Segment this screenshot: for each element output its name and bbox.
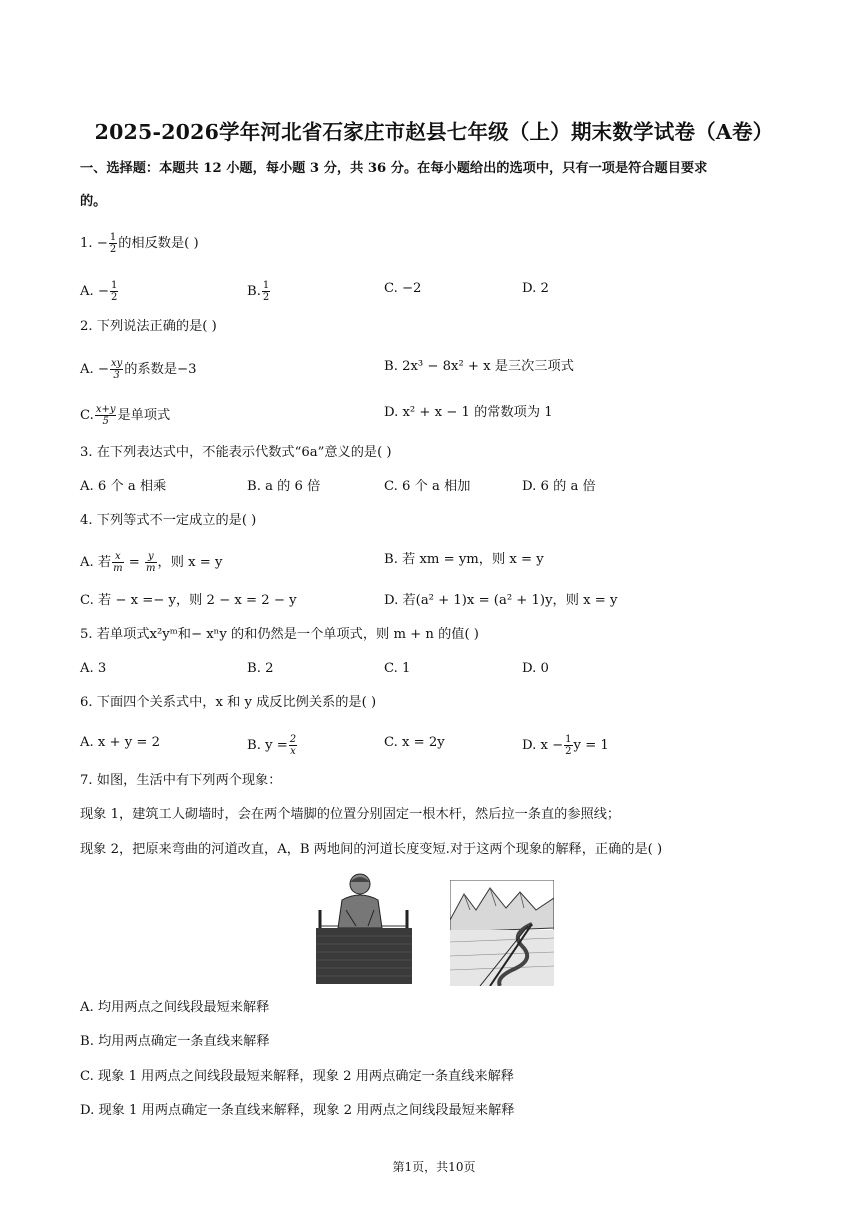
question-4-option-b: B. 若 xm = ym，则 x = y bbox=[384, 552, 544, 567]
section-heading-line1: 一、选择题：本题共 12 小题，每小题 3 分，共 36 分。在每小题给出的选项中，只有一项是符合题目要求 bbox=[80, 161, 708, 176]
question-6-option-d: D. x − $\frac{1}{2}$ y = 1 bbox=[522, 734, 609, 757]
page-title: 2025-2026学年河北省石家庄市赵县七年级（上）期末数学试卷（A卷） bbox=[94, 120, 774, 144]
question-6-option-c: C. x = 2y bbox=[384, 735, 445, 750]
question-1-option-d: D. 2 bbox=[522, 281, 549, 296]
question-7-phenomenon-1: 现象 1，建筑工人砌墙时，会在两个墙脚的位置分别固定一根木杆，然后拉一条直的参照线； bbox=[80, 807, 621, 822]
question-7-option-c: C. 现象 1 用两点之间线段最短来解释，现象 2 用两点确定一条直线来解释 bbox=[80, 1069, 514, 1084]
question-2-option-c: C. $\frac{x+y}{5}$ 是单项式 bbox=[80, 404, 171, 427]
question-5-option-a: A. 3 bbox=[80, 661, 107, 676]
bricklayer-figure bbox=[312, 870, 416, 986]
question-5-stem: 5. 若单项式x²yᵐ和− xⁿy 的和仍然是一个单项式，则 m + n 的值( ) bbox=[80, 627, 479, 642]
question-7-option-d: D. 现象 1 用两点确定一条直线来解释，现象 2 用两点之间线段最短来解释 bbox=[80, 1103, 515, 1118]
question-3-option-b: B. a 的 6 倍 bbox=[247, 479, 321, 494]
question-4-option-d: D. 若(a² + 1)x = (a² + 1)y，则 x = y bbox=[384, 593, 618, 608]
question-3-option-d: D. 6 的 a 倍 bbox=[522, 479, 596, 494]
question-5-option-d: D. 0 bbox=[522, 661, 549, 676]
question-5-option-c: C. 1 bbox=[384, 661, 411, 676]
question-3-option-a: A. 6 个 a 相乘 bbox=[80, 479, 167, 494]
question-2-option-a: A. − $\frac{xy}{3}$ 的系数是−3 bbox=[80, 358, 197, 381]
question-6-stem: 6. 下面四个关系式中，x 和 y 成反比例关系的是( ) bbox=[80, 695, 377, 710]
page-footer: 第1页，共10页 bbox=[392, 1160, 476, 1174]
question-6-option-b: B. y = $\frac{2}{x}$ bbox=[247, 734, 297, 757]
question-4-stem: 4. 下列等式不一定成立的是( ) bbox=[80, 513, 257, 528]
question-7-phenomenon-2: 现象 2，把原来弯曲的河道改直，A，B 两地间的河道长度变短.对于这两个现象的解释，正确的是( ) bbox=[80, 842, 663, 857]
question-2-stem: 2. 下列说法正确的是( ) bbox=[80, 319, 217, 334]
river-figure bbox=[450, 880, 554, 986]
question-3-option-c: C. 6 个 a 相加 bbox=[384, 479, 471, 494]
question-7-option-b: B. 均用两点确定一条直线来解释 bbox=[80, 1034, 270, 1049]
question-7-option-a: A. 均用两点之间线段最短来解释 bbox=[80, 1000, 270, 1015]
question-2-option-b: B. 2x³ − 8x² + x 是三次三项式 bbox=[384, 359, 574, 374]
question-7-stem: 7. 如图，生活中有下列两个现象： bbox=[80, 773, 282, 788]
question-2-option-d: D. x² + x − 1 的常数项为 1 bbox=[384, 405, 553, 420]
question-1-option-c: C. −2 bbox=[384, 281, 422, 296]
question-6-option-a: A. x + y = 2 bbox=[80, 735, 161, 750]
question-5-option-b: B. 2 bbox=[247, 661, 274, 676]
question-4-option-a: A. 若 $\frac{x}{m}$ = $\frac{y}{m}$ ，则 x = y bbox=[80, 551, 223, 574]
question-1-option-a: A. − $\frac{1}{2}$ bbox=[80, 280, 118, 303]
question-4-option-c: C. 若 − x =− y，则 2 − x = 2 − y bbox=[80, 593, 297, 608]
question-1-stem: 1. − $\frac{1}{2}$ 的相反数是( ) bbox=[80, 232, 199, 255]
section-heading-line2: 的。 bbox=[80, 194, 107, 209]
question-3-stem: 3. 在下列表达式中，不能表示代数式“6a”意义的是( ) bbox=[80, 445, 392, 460]
question-1-option-b: B. $\frac{1}{2}$ bbox=[247, 280, 270, 303]
